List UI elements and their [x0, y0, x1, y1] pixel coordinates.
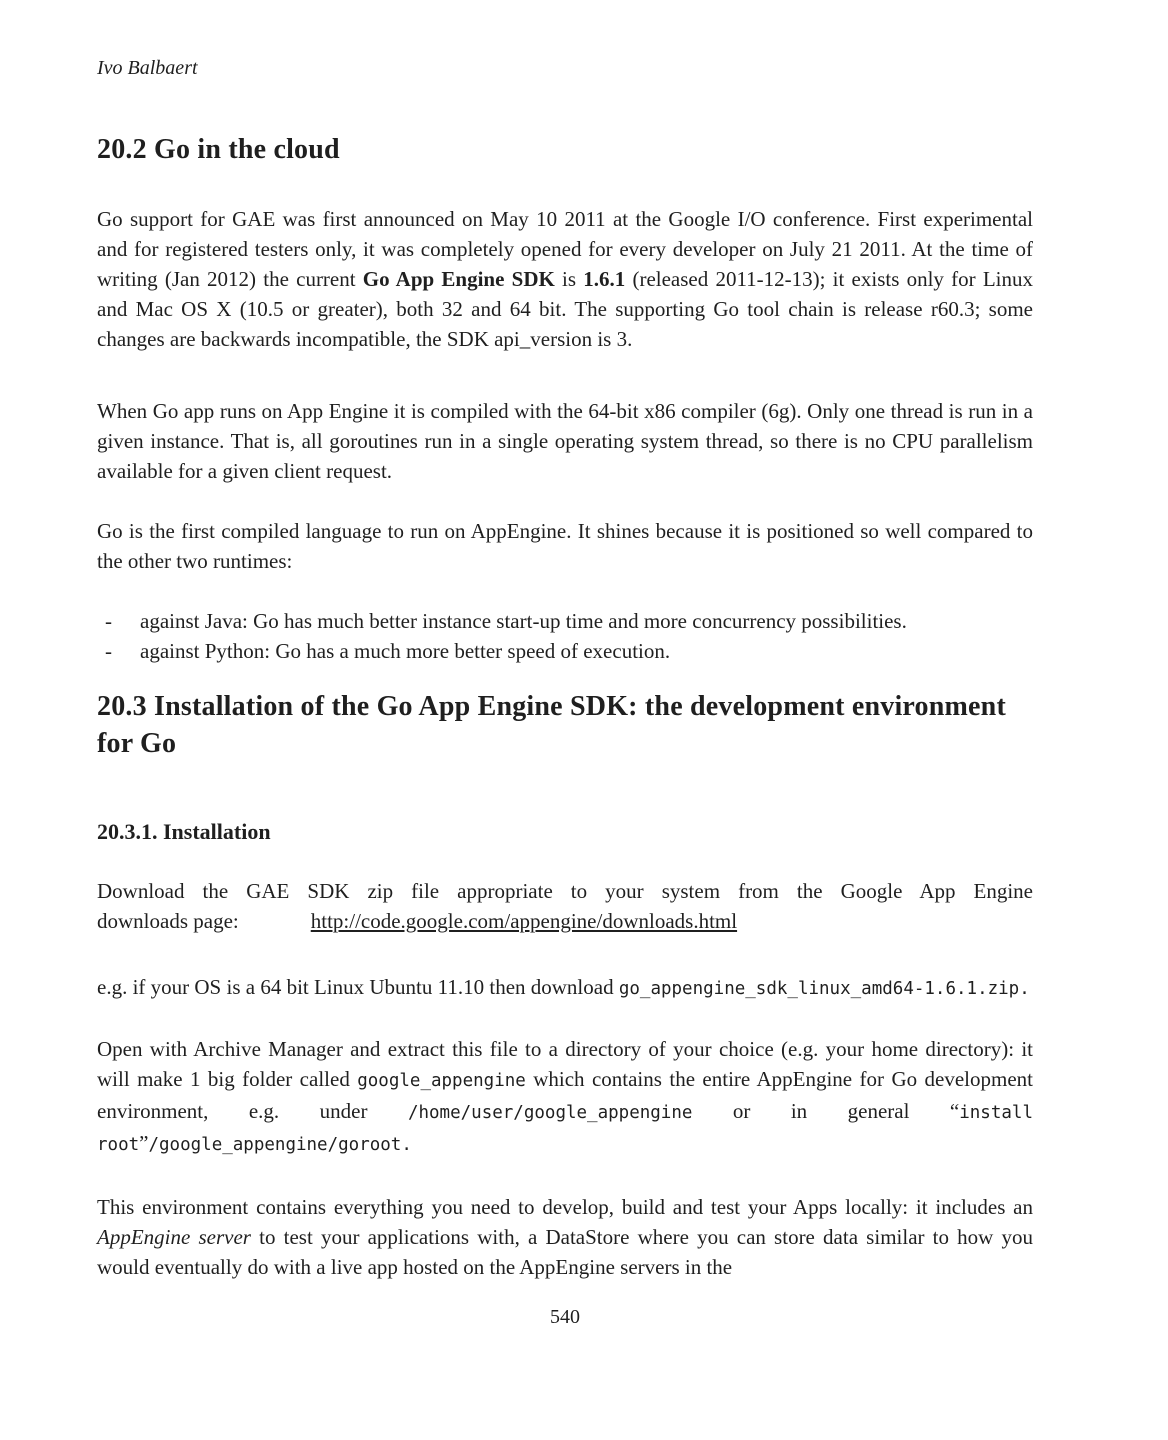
text-segment: e.g. if your OS is a 64 bit Linux Ubuntu 11.10 then download: [97, 975, 619, 999]
paragraph-download-example: [97, 972, 1033, 1004]
page-content: [97, 55, 1033, 1330]
page-number: 540: [550, 1306, 580, 1328]
list-item-text: against Python: Go has a much more better speed of execution.: [140, 639, 671, 663]
text-segment: This environment contains everything you need to develop, build and test your Apps locally: it includes an: [97, 1195, 1033, 1219]
code-goroot-path: /google_appengine/goroot.: [148, 1135, 412, 1155]
text-segment: Go support for GAE was first announced on May 10 2011 at the Google I/O conference. First experimental and for registered testers only, it was completely opened for every developer on July 21 2011. At the time of writing (Jan 2012) the current: [97, 207, 1033, 291]
text-segment: ”: [139, 1131, 149, 1155]
section-20-2-heading: 20.2 Go in the cloud: [97, 134, 340, 165]
dash-bullet: -: [105, 609, 112, 633]
code-install-root: install root: [97, 1103, 1033, 1155]
runtime-comparison-list: [97, 606, 1033, 666]
section-20-3-1-heading: 20.3.1. Installation: [97, 819, 271, 844]
page-header-author: Ivo Balbaert: [97, 57, 198, 79]
section-20-3-heading: 20.3 Installation of the Go App Engine SDK: the development environment for Go: [97, 691, 1006, 759]
paragraph-extract-archive: [97, 1034, 1033, 1160]
text-segment: Open with Archive Manager and extract this file to a directory of your choice (e.g. your home directory): it will make 1 big folder called: [97, 1037, 1033, 1091]
code-folder-name: google_appengine: [357, 1071, 526, 1091]
text-segment: is: [554, 267, 584, 291]
code-home-path: /home/user/google_appengine: [407, 1103, 693, 1123]
dash-bullet: -: [105, 639, 112, 663]
paragraph-compiler-threads: When Go app runs on App Engine it is compiled with the 64-bit x86 compiler (6g). Only one thread is run in a given instance. That is, all goroutines run in a single operating system thread, so there is no CPU parallelism available for a given client request.: [97, 399, 1033, 483]
list-item-python: [97, 636, 1033, 666]
paragraph-download-sdk: [97, 876, 1033, 936]
italic-appengine-server: AppEngine server: [97, 1225, 251, 1249]
text-segment: to test your applications with, a DataStore where you can store data similar to how you would eventually do with a live app hosted on the AppEngine servers in the: [97, 1225, 1034, 1279]
list-item-java: [97, 606, 1033, 636]
bold-go-app-engine-sdk: Go App Engine SDK: [362, 267, 555, 291]
appengine-downloads-link[interactable]: http://code.google.com/appengine/downloads.html: [310, 909, 738, 933]
paragraph-environment-contents: [97, 1192, 1033, 1282]
text-segment: downloads page:: [97, 909, 239, 933]
code-sdk-filename-part2: amd64-1.6.1.zip.: [861, 979, 1030, 999]
text-segment: Download the GAE SDK zip file appropriate to your system from the Google App Engine: [97, 879, 1033, 903]
download-link-line: [97, 906, 1033, 936]
paragraph-first-compiled-language: Go is the first compiled language to run on AppEngine. It shines because it is positioned so well compared to the other two runtimes:: [97, 519, 1033, 573]
text-segment: which contains the entire AppEngine for Go development environment, e.g. under: [97, 1067, 1033, 1123]
text-segment: (released 2011-12-13); it exists only for Linux and Mac OS X (10.5 or greater), both 32 and 64 bit. The supporting Go tool chain is release r60.3; some changes are backwards incompatible, the SDK api_version is 3.: [97, 267, 1033, 351]
text-segment: or in general “: [692, 1099, 960, 1123]
paragraph-gae-announcement: [97, 204, 1033, 354]
code-sdk-filename-part1: go_appengine_sdk_linux_: [618, 979, 862, 999]
list-item-text: against Java: Go has much better instance start-up time and more concurrency possibilities.: [140, 609, 907, 633]
bold-version-number: 1.6.1: [583, 267, 626, 291]
